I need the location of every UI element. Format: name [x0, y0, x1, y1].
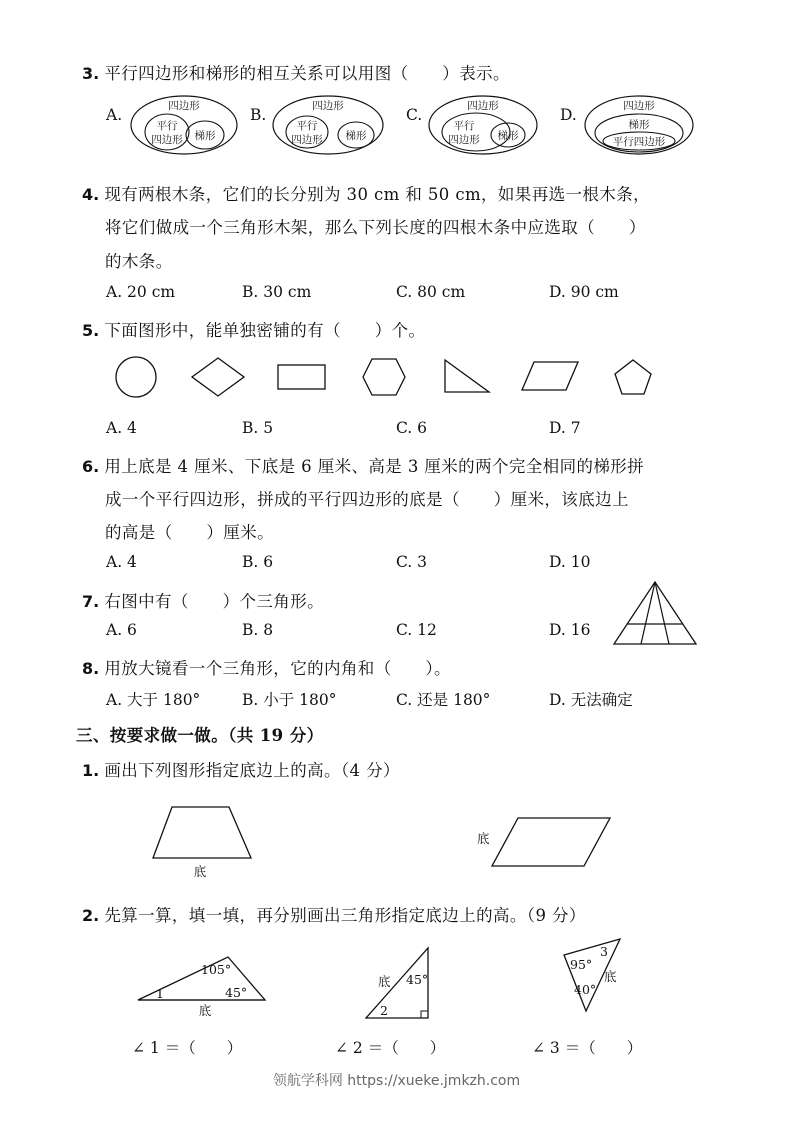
triangle-3-bottom-angle: 40°	[574, 982, 597, 997]
parallelogram-figure	[472, 810, 602, 870]
q8-option-a: A. 大于 180°	[106, 691, 201, 709]
right-triangle-shape	[445, 360, 489, 392]
question-number: 2.	[82, 906, 100, 925]
q3-option-b-letter: B.	[250, 106, 267, 124]
question-number: 7.	[82, 592, 100, 611]
q8-option-b: B. 小于 180°	[242, 691, 337, 709]
q8-option-c: C. 还是 180°	[396, 691, 491, 709]
q4-option-b: B. 30 cm	[242, 283, 312, 301]
q3-a-right-label: 梯形	[194, 130, 216, 142]
q7-option-b: B. 8	[242, 621, 274, 639]
question-6	[82, 453, 644, 477]
pentagon-shape	[615, 360, 651, 394]
q3-option-a-diagram	[130, 94, 240, 158]
q5-shapes	[0, 350, 793, 410]
q3-d-inner-label: 平行四边形	[612, 136, 666, 148]
angle-3-answer[interactable]: ∠ 3 ＝（ ）	[532, 1039, 643, 1057]
q3-option-d-letter: D.	[560, 106, 577, 124]
q6-option-d: D. 10	[549, 553, 591, 571]
triangle-2-figure	[360, 945, 440, 1020]
question-3	[82, 60, 510, 84]
angle-1-answer[interactable]: ∠ 1 ＝（ ）	[132, 1039, 243, 1057]
triangle-1-base-label: 底	[198, 1003, 212, 1018]
rectangle-shape	[278, 365, 325, 389]
question-number: 5.	[82, 321, 100, 340]
q3-b-left-line2: 四边形	[291, 134, 323, 146]
q3-a-outer-label: 四边形	[168, 100, 200, 112]
question-number: 1.	[82, 761, 100, 780]
q4-option-c: C. 80 cm	[396, 283, 466, 301]
q3-d-middle-label: 梯形	[628, 119, 650, 131]
section-3-part-2	[82, 902, 586, 926]
q3-option-a-letter: A.	[106, 106, 123, 124]
question-number: 6.	[82, 457, 100, 476]
footer-watermark: 领航学科网 https://xueke.jmkzh.com	[272, 1073, 521, 1089]
triangle-3-right-angle: 3	[600, 944, 608, 959]
q6-option-a: A. 4	[106, 553, 137, 571]
question-text-line3: 的高是（ ）厘米。	[105, 523, 274, 542]
angle-2-answer[interactable]: ∠ 2 ＝（ ）	[335, 1039, 446, 1057]
question-text: 下面图形中，能单独密铺的有（ ）个。	[104, 321, 426, 340]
question-number: 4.	[82, 185, 100, 204]
q3-option-c-letter: C.	[406, 106, 423, 124]
q3-b-outer-label: 四边形	[312, 100, 344, 112]
q3-option-d-diagram	[584, 94, 696, 158]
question-text-line1: 现有两根木条，它们的长分别为 30 cm 和 50 cm，如果再选一根木条，	[104, 185, 651, 204]
triangle-3-left-angle: 95°	[570, 957, 593, 972]
rhombus-shape	[192, 358, 244, 396]
q5-option-d: D. 7	[549, 419, 581, 437]
question-text-line3: 的木条。	[105, 252, 173, 271]
q4-option-a: A. 20 cm	[106, 283, 176, 301]
q3-c-left-line2: 四边形	[448, 134, 480, 146]
question-text: 右图中有（ ）个三角形。	[104, 592, 325, 611]
question-number: 3.	[82, 64, 100, 83]
question-5	[82, 317, 425, 341]
circle-shape	[116, 357, 156, 397]
triangle-2-base-label: 底	[378, 974, 391, 989]
triangle-2-top-angle: 45°	[406, 972, 429, 987]
q3-a-left-line1: 平行	[156, 120, 178, 132]
triangle-1-figure	[135, 945, 275, 1020]
question-text-line2: 将它们做成一个三角形木架，那么下列长度的四根木条中应选取（ ）	[105, 218, 646, 237]
triangle-3-base-label: 底	[604, 969, 617, 984]
question-text: 先算一算，填一填，再分别画出三角形指定底边上的高。（9 分）	[104, 906, 586, 925]
q5-option-b: B. 5	[242, 419, 274, 437]
q4-option-d: D. 90 cm	[549, 283, 619, 301]
triangle-1-left-angle: 1	[156, 986, 164, 1001]
trapezoid-base-label: 底	[193, 864, 207, 879]
q8-option-d: D. 无法确定	[549, 691, 633, 709]
question-8	[82, 655, 451, 679]
q3-a-left-line2: 四边形	[151, 134, 183, 146]
q5-option-c: C. 6	[396, 419, 428, 437]
triangle-1-top-angle: 105°	[201, 962, 232, 977]
parallelogram-shape	[522, 362, 578, 390]
section-3-part-1	[82, 757, 400, 781]
q6-option-b: B. 6	[242, 553, 274, 571]
question-number: 8.	[82, 659, 100, 678]
q7-triangle-figure	[612, 580, 698, 646]
hexagon-shape	[363, 359, 405, 395]
q3-d-outer-label: 四边形	[623, 100, 655, 112]
triangle-1-right-angle: 45°	[225, 985, 248, 1000]
question-text-line1: 用上底是 4 厘米、下底是 6 厘米、高是 3 厘米的两个完全相同的梯形拼	[104, 457, 645, 476]
question-text: 平行四边形和梯形的相互关系可以用图（ ）表示。	[104, 64, 510, 83]
q3-b-right-label: 梯形	[345, 130, 367, 142]
question-7	[82, 588, 324, 612]
q7-option-d: D. 16	[549, 621, 591, 639]
question-text: 用放大镜看一个三角形，它的内角和（ ）。	[104, 659, 451, 678]
q3-b-left-line1: 平行	[296, 120, 318, 132]
q6-option-c: C. 3	[396, 553, 428, 571]
question-4	[82, 181, 650, 205]
q3-c-right-label: 梯形	[497, 130, 519, 142]
q7-option-a: A. 6	[106, 621, 137, 639]
q3-option-c-diagram	[428, 94, 540, 158]
q5-option-a: A. 4	[106, 419, 137, 437]
q3-c-outer-label: 四边形	[467, 100, 499, 112]
question-text: 画出下列图形指定底边上的高。（4 分）	[104, 761, 400, 780]
q3-option-b-diagram	[272, 94, 384, 158]
q3-c-left-line1: 平行	[453, 120, 475, 132]
question-text-line2: 成一个平行四边形，拼成的平行四边形的底是（ ）厘米，该底边上	[105, 490, 629, 509]
section-3-title: 三、按要求做一做。（共 19 分）	[76, 726, 324, 745]
q7-option-c: C. 12	[396, 621, 437, 639]
triangle-3-figure	[560, 935, 630, 1015]
triangle-2-bottom-angle: 2	[380, 1003, 388, 1018]
parallelogram-base-label: 底	[477, 831, 490, 846]
trapezoid-figure	[150, 805, 260, 885]
